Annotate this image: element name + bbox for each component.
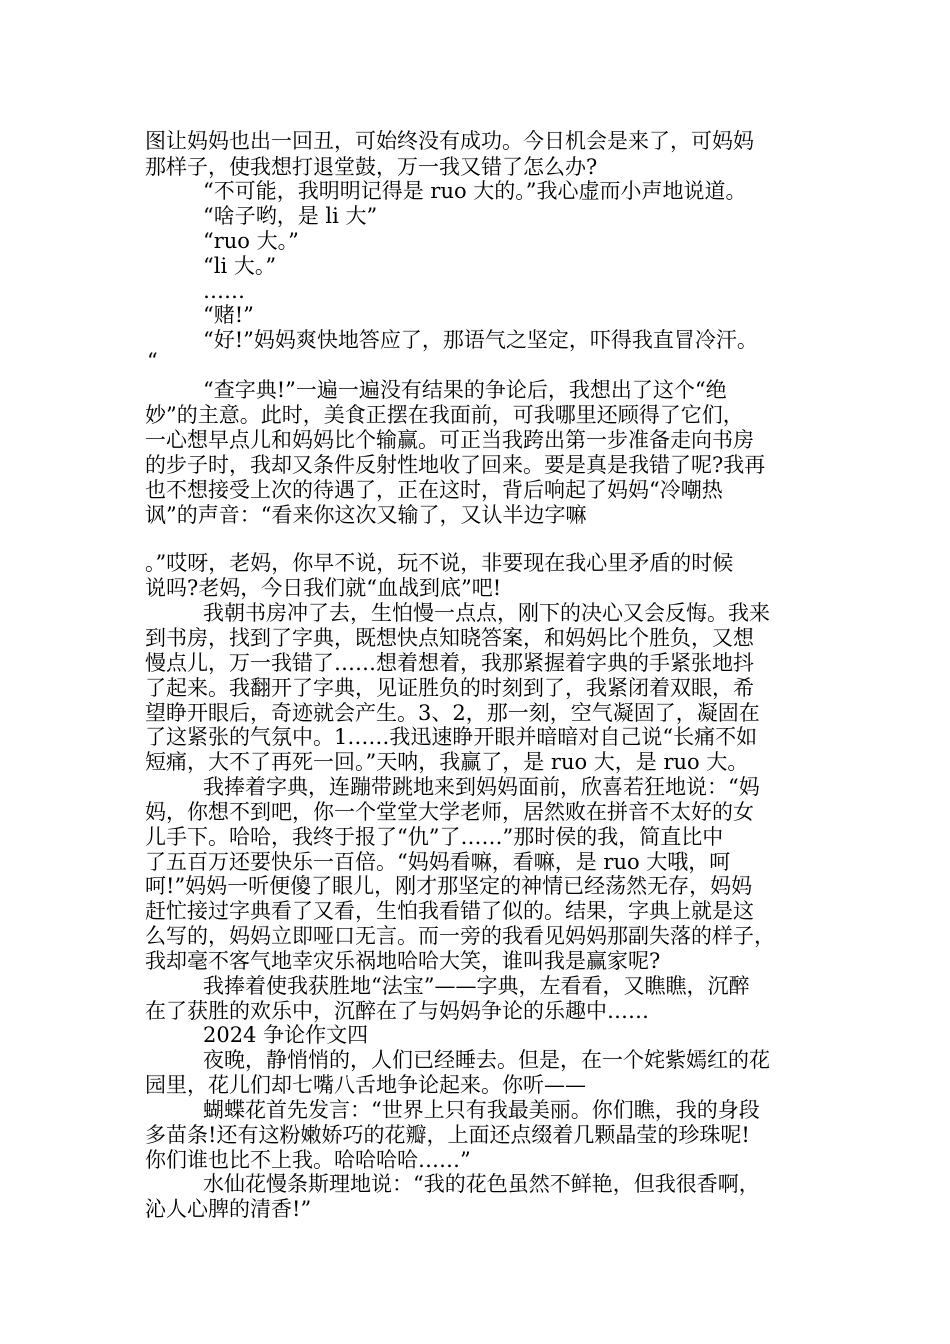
text-line: “不可能，我明明记得是 ruo 大的。”我心虚而小声地说道。 xyxy=(203,179,747,203)
text-line: 我朝书房冲了去，生怕慢一点点，刚下的决心又会反悔。我来 xyxy=(203,601,770,625)
text-line: 望睁开眼后，奇迹就会产生。3、2，那一刻，空气凝固了，凝固在 xyxy=(145,701,760,725)
text-line: 水仙花慢条斯理地说：“我的花色虽然不鲜艳，但我很香啊， xyxy=(203,1172,760,1196)
text-line: 那样子，使我想打退堂鼓，万一我又错了怎么办? xyxy=(145,155,598,179)
text-line: 么写的，妈妈立即哑口无言。而一旁的我看见妈妈那副失落的样子， xyxy=(145,924,775,948)
text-line: 赶忙接过字典看了又看，生怕我看错了似的。结果，字典上就是这 xyxy=(145,899,754,923)
text-line: 。”哎呀，老妈，你早不说，玩不说，非要现在我心里矛盾的时候 xyxy=(145,551,734,575)
text-line: 儿手下。哈哈，我终于报了“仇”了……”那时侯的我，简直比中 xyxy=(145,825,724,849)
text-line: “li 大。” xyxy=(203,254,277,278)
text-line: 你们谁也比不上我。哈哈哈哈……” xyxy=(145,1148,471,1172)
text-line: 妙”的主意。此时，美食正摆在我面前，可我哪里还顾得了它们， xyxy=(145,403,744,427)
text-line: “好!”妈妈爽快地答应了，那语气之坚定，吓得我直冒冷汗。 xyxy=(203,328,758,352)
text-line: 到书房，找到了字典，既想快点知晓答案，和妈妈比个胜负，又想 xyxy=(145,626,754,650)
text-line: “啥子哟，是 li 大” xyxy=(203,204,378,228)
text-line: 我捧着字典，连蹦带跳地来到妈妈面前，欣喜若狂地说：“妈 xyxy=(203,775,760,799)
text-line: 蝴蝶花首先发言：“世界上只有我最美丽。你们瞧，我的身段 xyxy=(203,1098,760,1122)
text-line: 讽”的声音：“看来你这次又输了，又认半边字嘛 xyxy=(145,503,587,527)
text-line: “ xyxy=(147,349,158,373)
text-line: “赌!” xyxy=(203,303,254,327)
text-line: 了起来。我翻开了字典，见证胜负的时刻到了，我紧闭着双眼，希 xyxy=(145,676,754,700)
text-line: 多苗条!还有这粉嫩娇巧的花瓣，上面还点缀着几颗晶莹的珍珠呢! xyxy=(145,1123,750,1147)
text-line: 我捧着使我获胜地“法宝”——字典，左看看，又瞧瞧，沉醉 xyxy=(203,974,750,998)
text-line: 在了获胜的欢乐中，沉醉在了与妈妈争论的乐趣中…… xyxy=(145,999,649,1023)
text-line: 沁人心脾的清香!” xyxy=(145,1197,312,1221)
text-line: 说吗?老妈，今日我们就“血战到底”吧! xyxy=(145,576,502,600)
text-line: “查字典!”一遍一遍没有结果的争论后，我想出了这个“绝 xyxy=(203,378,727,402)
text-line: 也不想接受上次的待遇了，正在这时，背后响起了妈妈“冷嘲热 xyxy=(145,478,723,502)
text-line: 慢点儿，万一我错了……想着想着，我那紧握着字典的手紧张地抖 xyxy=(145,651,754,675)
text-line: 了五百万还要快乐一百倍。“妈妈看嘛，看嘛，是 ruo 大哦，呵 xyxy=(145,850,731,874)
text-line: 了这紧张的气氛中。1……我迅速睁开眼并暗暗对自己说“长痛不如 xyxy=(145,725,758,749)
text-line: 园里，花儿们却七嘴八舌地争论起来。你听—— xyxy=(145,1073,586,1097)
text-line: 一心想早点儿和妈妈比个输赢。可正当我跨出第一步准备走向书房 xyxy=(145,428,754,452)
text-line: 夜晚，静悄悄的，人们已经睡去。但是，在一个姹紫嫣红的花 xyxy=(203,1048,770,1072)
text-line: “ruo 大。” xyxy=(203,229,299,253)
section-heading: 2024 争论作文四 xyxy=(203,1023,369,1047)
text-line: 短痛，大不了再死一回。”天呐，我赢了，是 ruo 大，是 ruo 大。 xyxy=(145,750,749,774)
text-line: 的步子时，我却又条件反射性地收了回来。要是真是我错了呢?我再 xyxy=(145,453,766,477)
text-line: 呵!”妈妈一听便傻了眼儿，刚才那坚定的神情已经荡然无存，妈妈 xyxy=(145,874,753,898)
text-line: 我却毫不客气地幸灾乐祸地哈哈大笑，谁叫我是赢家呢? xyxy=(145,949,661,973)
text-line: 妈，你想不到吧，你一个堂堂大学老师，居然败在拼音不太好的女 xyxy=(145,800,754,824)
text-line: …… xyxy=(203,279,245,303)
text-line: 图让妈妈也出一回丑，可始终没有成功。今日机会是来了，可妈妈 xyxy=(145,129,754,153)
